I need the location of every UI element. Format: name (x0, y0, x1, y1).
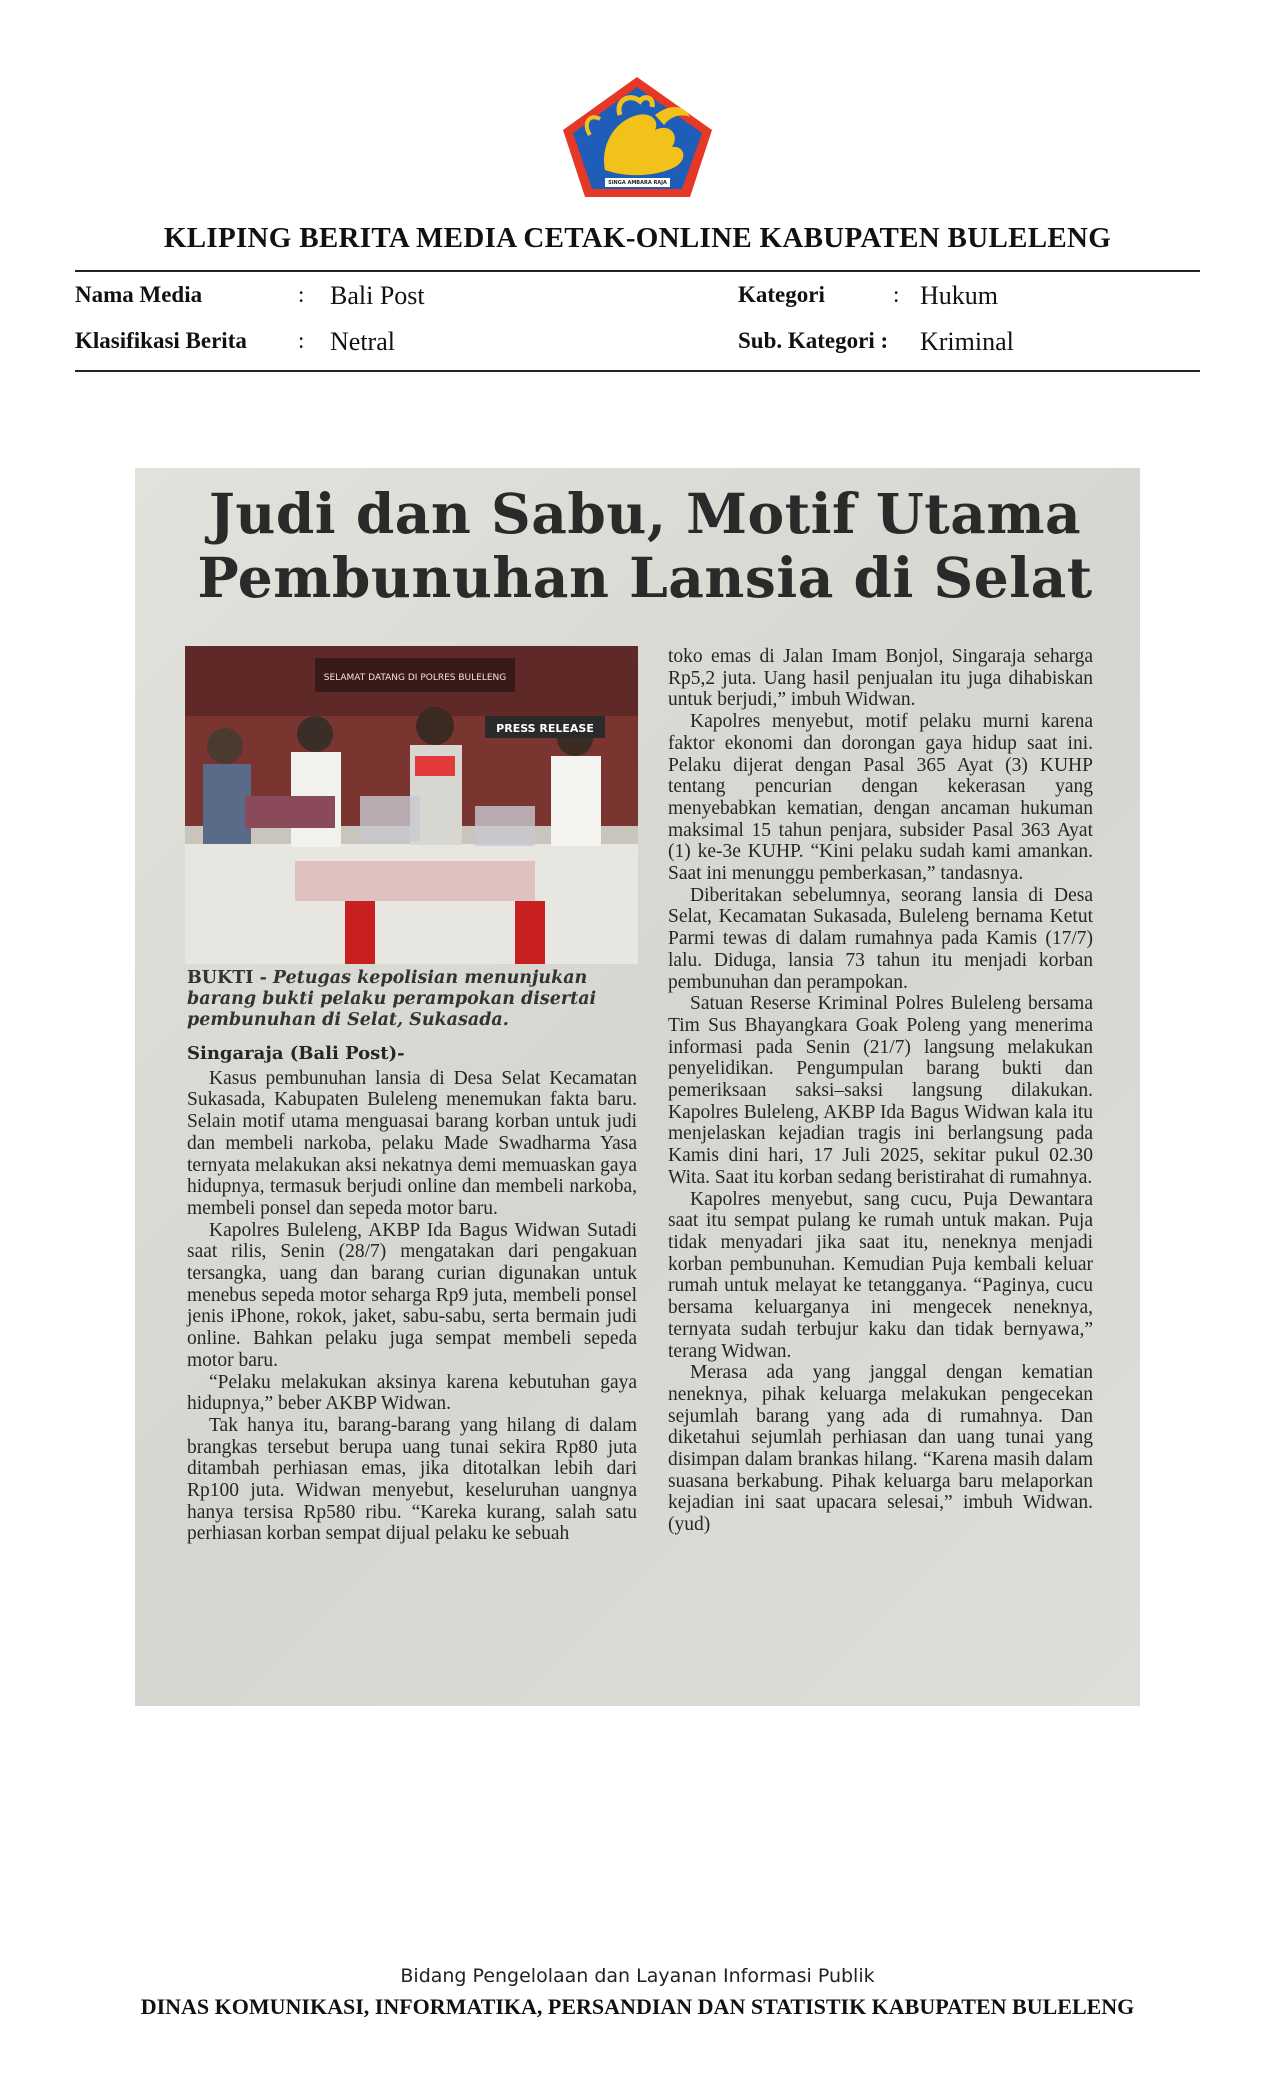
paragraph-right-6: Merasa ada yang janggal dengan kematian neneknya, pihak keluarga melakukan pengecekan sejumlah barang yang ada di rumahnya. Dan diketahui sejumlah perhiasan dan uang tunai yang disimpan dalam brankas hilang. “Karena masih dalam suasana berkabung. Pihak keluarga baru melaporkan kejadian ini saat upacara selesai,” imbuh Widwan. (yud) (668, 1362, 1093, 1536)
media-value: Bali Post (330, 281, 425, 310)
article-column-left (187, 1043, 637, 1545)
caption-lead: BUKTI - (187, 968, 273, 988)
klasifikasi-label: Klasifikasi Berita (75, 328, 247, 353)
crest-motto: SINGA AMBARA RAJA (608, 180, 667, 186)
paragraph-right-5: Kapolres menyebut, sang cucu, Puja Dewantara saat itu sempat pulang ke rumah untuk makan. Puja tidak menyadari jika saat itu, neneknya menjadi korban pembunuhan. Kemudian Puja kembali keluar rumah untuk melayat ke tetangganya. “Paginya, cucu bersama keluarganya ini mengecek neneknya, ternyata sudah terbujur kaku dan tidak bernyawa,” terang Widwan. (668, 1188, 1093, 1362)
dateline: Singaraja (Bali Post)- (187, 1043, 405, 1064)
paragraph-left-4: Tak hanya itu, barang-barang yang hilang di dalam brangkas tersebut berupa uang tunai sekira Rp80 juta ditambah perhiasan emas, jika ditotalkan lebih dari Rp100 juta. Widwan menyebut, keseluruhan uangnya hanya tersisa Rp580 ribu. “Kareka kurang, salah satu perhiasan korban sempat dijual pelaku ke sebuah (187, 1414, 637, 1545)
kategori-label: Kategori (738, 282, 825, 307)
meta-divider (75, 370, 1200, 372)
kategori-colon: : (893, 282, 900, 307)
article-column-right (668, 646, 1093, 1536)
newspaper-clipping (135, 468, 1140, 1706)
footer-unit: Bidang Pengelolaan dan Layanan Informasi Publik (400, 1965, 875, 1987)
paragraph-left-3: “Pelaku melakukan aksinya karena kebutuhan gaya hidupnya,” beber AKBP Widwan. (187, 1371, 637, 1415)
article-headline (195, 482, 1095, 610)
headline-line-1: Judi dan Sabu, Motif Utama (208, 481, 1082, 546)
media-label: Nama Media (75, 282, 203, 307)
page-title: KLIPING BERITA MEDIA CETAK-ONLINE KABUPATEN BULELENG (163, 222, 1112, 254)
subkategori-value: Kriminal (920, 327, 1014, 356)
paragraph-right-3: Diberitakan sebelumnya, seorang lansia di Desa Selat, Kecamatan Sukasada, Buleleng bernama Ketut Parmi tewas di dalam rumahnya pada Kamis (17/7) lalu. Diduga, lansia 73 tahun itu menjadi korban pembunuhan dan perampokan. (668, 884, 1093, 993)
klasifikasi-colon: : (298, 328, 305, 353)
photo-caption (187, 968, 637, 1031)
photo-sign-text: PRESS RELEASE (496, 722, 594, 735)
title-divider (75, 270, 1200, 272)
caption-text: Petugas kepolisian menunjukan barang bukti pelaku perampokan disertai pembunuhan di Selat, Sukasada. (187, 968, 597, 1030)
subkategori-label: Sub. Kategori : (738, 328, 889, 353)
klasifikasi-value: Netral (330, 327, 395, 356)
paragraph-right-4: Satuan Reserse Kriminal Polres Buleleng bersama Tim Sus Bhayangkara Goak Poleng yang menerima informasi pada Senin (21/7) langsung melakukan penyelidikan. Pengumpulan barang bukti dan pemeriksaan saksi–saksi langsung dilakukan. Kapolres Buleleng, AKBP Ida Bagus Widwan kala itu menjelaskan kejadian tragis ini berlangsung pada Kamis dini hari, 17 Juli 2025, sekitar pukul 02.30 Wita. Saat itu korban sedang beristirahat di rumahnya. (668, 993, 1093, 1188)
paragraph-right-2: Kapolres menyebut, motif pelaku murni karena faktor ekonomi dan dorongan gaya hidup saat ini. Pelaku dijerat dengan Pasal 365 Ayat (3) KUHP tentang pencurian dengan kekerasan yang menyebabkan kematian, dengan ancaman hukuman maksimal 15 tahun penjara, subsider Pasal 363 Ayat (1) ke-3e KUHP. “Kini pelaku sudah kami amankan. Saat ini menunggu pemberkasan,” tandasnya. (668, 711, 1093, 885)
paragraph-left-1: Kasus pembunuhan lansia di Desa Selat Kecamatan Sukasada, Kabupaten Buleleng menemukan fakta baru. Selain motif utama menguasai barang korban untuk judi dan membeli narkoba, pelaku Made Swadharma Yasa ternyata melakukan aksi nekatnya demi memuaskan gaya hidupnya, termasuk berjudi online dan membeli narkoba, membeli ponsel dan sepeda motor baru. (187, 1067, 637, 1219)
paragraph-right-1: toko emas di Jalan Imam Bonjol, Singaraja seharga Rp5,2 juta. Uang hasil penjualan itu juga dihabiskan untuk berjudi,” imbuh Widwan. (668, 646, 1093, 711)
paragraph-left-2: Kapolres Buleleng, AKBP Ida Bagus Widwan Sutadi saat rilis, Senin (28/7) mengatakan dari pengakuan tersangka, uang dan barang curian digunakan untuk menebus sepeda motor seharga Rp9 juta, membeli ponsel jenis iPhone, rokok, jaket, sabu-sabu, serta bermain judi online. Bahkan pelaku juga sempat membeli sepeda motor baru. (187, 1219, 637, 1371)
photo-banner-text: SELAMAT DATANG DI POLRES BULELENG (323, 673, 507, 683)
headline-line-2: Pembunuhan Lansia di Selat (197, 545, 1093, 610)
article-photo (185, 646, 638, 964)
media-colon: : (298, 282, 305, 307)
footer-agency: DINAS KOMUNIKASI, INFORMATIKA, PERSANDIAN DAN STATISTIK KABUPATEN BULELENG (140, 1994, 1135, 2019)
kategori-value: Hukum (920, 281, 998, 310)
press-conference-photo (185, 646, 638, 964)
